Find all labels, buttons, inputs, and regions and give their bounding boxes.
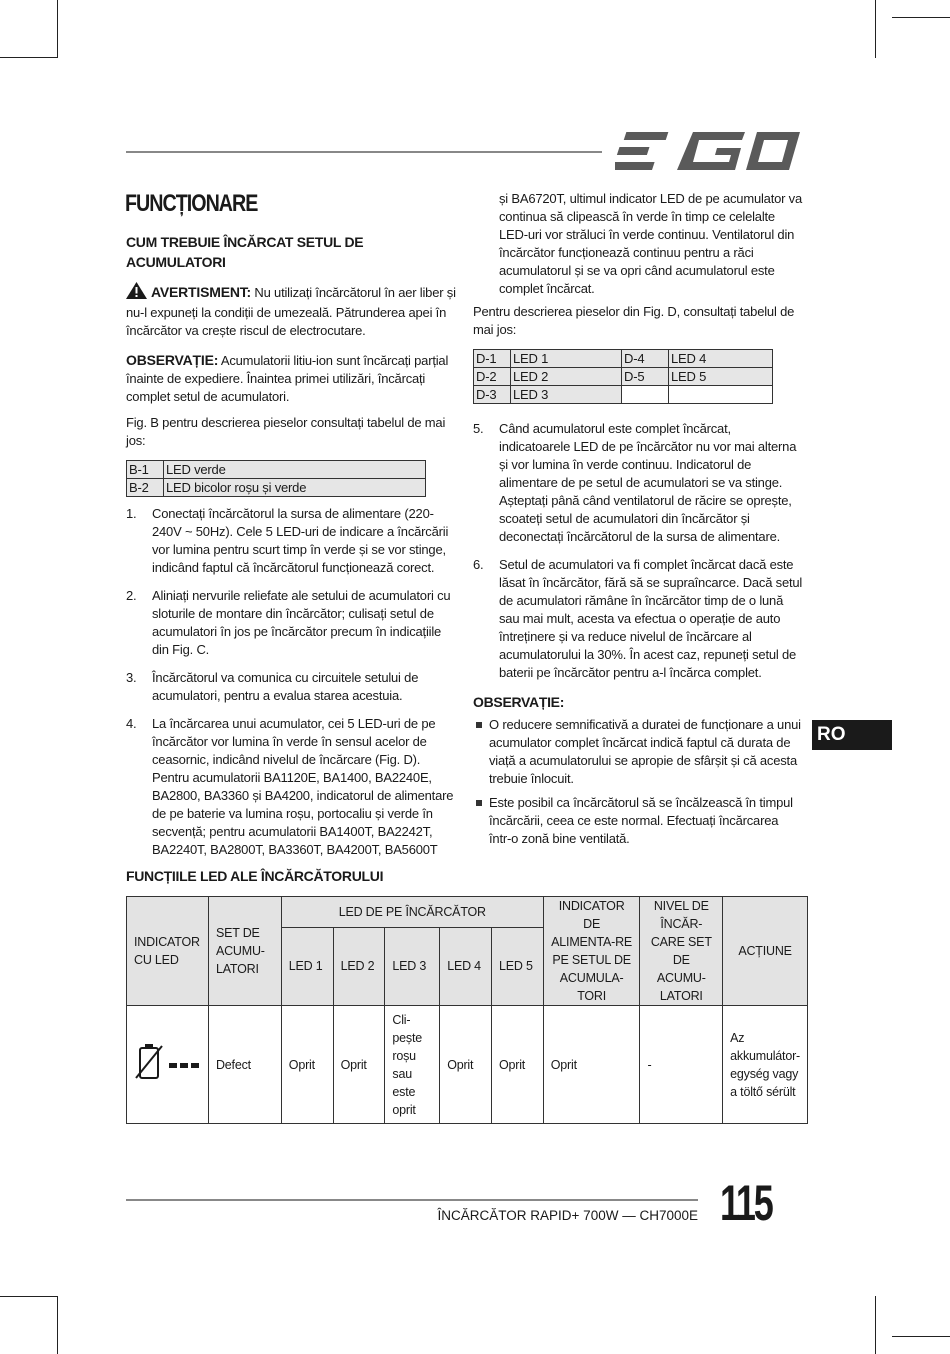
table-row <box>474 350 773 368</box>
crop-mark <box>0 57 58 58</box>
left-column <box>126 232 456 859</box>
list-number: 2. <box>126 588 137 603</box>
table-cell: D-2 <box>474 368 511 386</box>
table-cell <box>127 1006 209 1124</box>
table-cell: B-2 <box>127 479 164 497</box>
header-cell: SET DE ACUMU-LATORI <box>208 897 281 1006</box>
fig-b-intro: Fig. B pentru descrierea pieselor consultați tabelul de mai jos: <box>126 415 446 448</box>
note-heading: OBSERVAȚIE: <box>473 694 565 710</box>
footer-model: ÎNCĂRCĂTOR RAPID+ 700W — CH7000E <box>437 1208 698 1223</box>
table-cell: B-1 <box>127 461 164 479</box>
header-cell: LED 5 <box>491 927 543 1005</box>
list-text: Încărcătorul va comunica cu circuitele setului de acumulatori, pentru a evalua starea acestuia. <box>152 670 419 703</box>
list-text: Este posibil ca încărcătorul să se încălzească în timpul încărcării, ceea ce este normal. Efectuați încărcarea într-o zonă bine ventilată. <box>489 795 793 846</box>
right-column <box>473 190 803 848</box>
note-label: OBSERVAȚIE: <box>126 352 219 368</box>
table-cell: LED 5 <box>669 368 773 386</box>
header-cell: LED DE PE ÎNCĂRCĂTOR <box>281 897 543 928</box>
table-cell: LED 4 <box>669 350 773 368</box>
header-cell: INDICATOR DE ALIMENTA-RE PE SETUL DE ACUMULA-TORI <box>543 897 640 1006</box>
table-cell: Defect <box>208 1006 281 1124</box>
table-cell <box>622 386 669 404</box>
table-cell: Oprit <box>333 1006 385 1124</box>
page-title: FUNCȚIONARE <box>125 190 258 217</box>
defective-battery-icon <box>134 1042 200 1087</box>
page-number: 115 <box>720 1175 772 1231</box>
table-cell: LED verde <box>164 461 426 479</box>
table-row <box>474 368 773 386</box>
fig-d-intro: Pentru descrierea pieselor din Fig. D, consultați tabelul de mai jos: <box>473 304 795 337</box>
header-cell: LED 1 <box>281 927 333 1005</box>
list-number: 6. <box>473 557 484 572</box>
warning-icon <box>126 282 147 304</box>
list-text: Conectați încărcătorul la sursa de alimentare (220-240V ~ 50Hz). Cele 5 LED-uri de indicare a încărcării vor lumina pentru scurt timp în verde și se vor stinge, indicând faptul că încărcătorul funcționează corect. <box>152 506 449 575</box>
section-subtitle: CUM TREBUIE ÎNCĂRCAT SETUL DE ACUMULATORI <box>126 234 364 270</box>
table-row <box>127 1006 808 1124</box>
list-text: Aliniați nervurile reliefate ale setului de acumulatori cu sloturile de montare din încărcător; culisați setul de acumulatori în jos pe încărcător precum în indicațiile din Fig. C. <box>152 588 451 657</box>
table-row <box>474 386 773 404</box>
note-paragraph <box>126 351 456 406</box>
table-row <box>127 479 426 497</box>
warning-text: Nu utilizați încărcătorul în aer liber și nu-l expuneți la condiții de umezeală. Pătrunderea apei în încărcător va crește riscul de electrocutare. <box>126 285 456 338</box>
table-cell: Oprit <box>440 1006 492 1124</box>
table-header-row <box>127 897 808 928</box>
list-number: 4. <box>126 716 137 731</box>
table-cell: D-3 <box>474 386 511 404</box>
bullet-icon <box>476 722 482 728</box>
crop-mark <box>875 0 876 58</box>
header-rule <box>126 151 602 153</box>
table-row <box>127 461 426 479</box>
header-cell: NIVEL DE ÎNCĂR-CARE SET DE ACUMU-LATORI <box>640 897 723 1006</box>
list-text: Când acumulatorul este complet încărcat, indicatoarele LED de pe încărcător nu vor mai alterna și vor lumina în verde continuu. Indicatorul de alimentare de pe setul de acumulatori se va stinge. Așteptați până când ventilatorul de răcire se oprește, scoateți setul de acumulatori din încărcător și deconectați încărcătorul de la sursa de alimentare. <box>499 421 797 544</box>
list-text: O reducere semnificativă a duratei de funcționare a unui acumulator complet încărcat indică faptul că durata de viață a acumulatorului se apropie de sfârșit și că acesta trebuie înlocuit. <box>489 717 801 786</box>
warning-paragraph <box>126 282 456 340</box>
crop-mark <box>57 0 58 58</box>
table-cell: D-1 <box>474 350 511 368</box>
bullet-icon <box>476 800 482 806</box>
continuation-paragraph: și BA6720T, ultimul indicator LED de pe acumulator va continua să clipească în verde în timp ce celelalte LED-uri vor străluci în verde continuu. Ventilatorul din încărcător funcționează continuu pentru a răci acumulatorul și se va opri când acumulatorul este complet încărcat. <box>499 191 803 296</box>
table-cell: D-4 <box>622 350 669 368</box>
table-cell: D-5 <box>622 368 669 386</box>
table-cell: Cli-pește roșu sau este oprit <box>385 1006 440 1124</box>
warning-label: AVERTISMENT: <box>151 284 252 300</box>
table-cell: LED 3 <box>511 386 622 404</box>
header-cell: LED 4 <box>440 927 492 1005</box>
list-item <box>126 587 456 659</box>
list-item <box>473 420 803 546</box>
list-item <box>473 556 803 682</box>
table-cell: LED 2 <box>511 368 622 386</box>
footer-rule <box>126 1199 698 1201</box>
fig-b-table <box>126 460 426 497</box>
list-item <box>126 669 456 705</box>
table-cell: - <box>640 1006 723 1124</box>
list-text: La încărcarea unui acumulator, cei 5 LED-uri de pe încărcător vor lumina în verde în sensul acelor de ceasornic, indicând nivelul de încărcare (Fig. D). Pentru acumulatorii BA1120E, BA1400, BA2240E, BA2800, BA3360 și BA4200, indicatorul de alimentare de pe baterie va lumina roșu, portocaliu și verde în secvență; pentru acumulatorii BA1400T, BA2242T, BA2240T, BA2800T, BA3360T, BA4200T, BA5600T <box>152 716 454 857</box>
table-cell: Oprit <box>543 1006 640 1124</box>
header-cell: LED 2 <box>333 927 385 1005</box>
header-cell: INDICATOR CU LED <box>127 897 209 1006</box>
list-number: 5. <box>473 421 484 436</box>
list-number: 1. <box>126 506 137 521</box>
led-functions-table <box>126 896 808 1124</box>
table-cell: Az akkumulátor-egység vagy a töltő sérült <box>723 1006 808 1124</box>
language-tab <box>812 720 892 750</box>
language-tab-label: RO <box>817 724 846 745</box>
table-cell: LED bicolor roșu și verde <box>164 479 426 497</box>
led-section-heading: FUNCȚIILE LED ALE ÎNCĂRCĂTORULUI <box>126 868 384 884</box>
table-cell: LED 1 <box>511 350 622 368</box>
crop-mark <box>892 17 950 18</box>
table-cell <box>669 386 773 404</box>
table-cell: Oprit <box>491 1006 543 1124</box>
crop-mark <box>57 1296 58 1354</box>
crop-mark <box>892 1336 950 1337</box>
header-cell: ACȚIUNE <box>723 897 808 1006</box>
table-cell: Oprit <box>281 1006 333 1124</box>
list-item <box>126 505 456 577</box>
brand-logo <box>615 130 800 172</box>
note-text: Acumulatorii litiu-ion sunt încărcați parțial înainte de expediere. Înaintea primei utilizări, încărcați complet setul de acumulatori. <box>126 353 449 404</box>
list-item <box>473 716 803 788</box>
list-text: Setul de acumulatori va fi complet încărcat dacă este lăsat în încărcător, fără să se supraîncarce. Dacă setul de acumulatori rămâne în încărcător timp de o lună sau mai mult, acesta va efectua o operație de auto întreținere și va reduce nivelul de încărcare al acumulatorului la 30%. În acest caz, repuneți setul de baterii pe încărcător pentru a-l încărca complet. <box>499 557 803 680</box>
crop-mark <box>875 1296 876 1354</box>
list-item <box>473 794 803 848</box>
fig-d-table <box>473 349 773 404</box>
crop-mark <box>0 1296 58 1297</box>
list-item <box>126 715 456 859</box>
header-cell: LED 3 <box>385 927 440 1005</box>
list-number: 3. <box>126 670 137 685</box>
